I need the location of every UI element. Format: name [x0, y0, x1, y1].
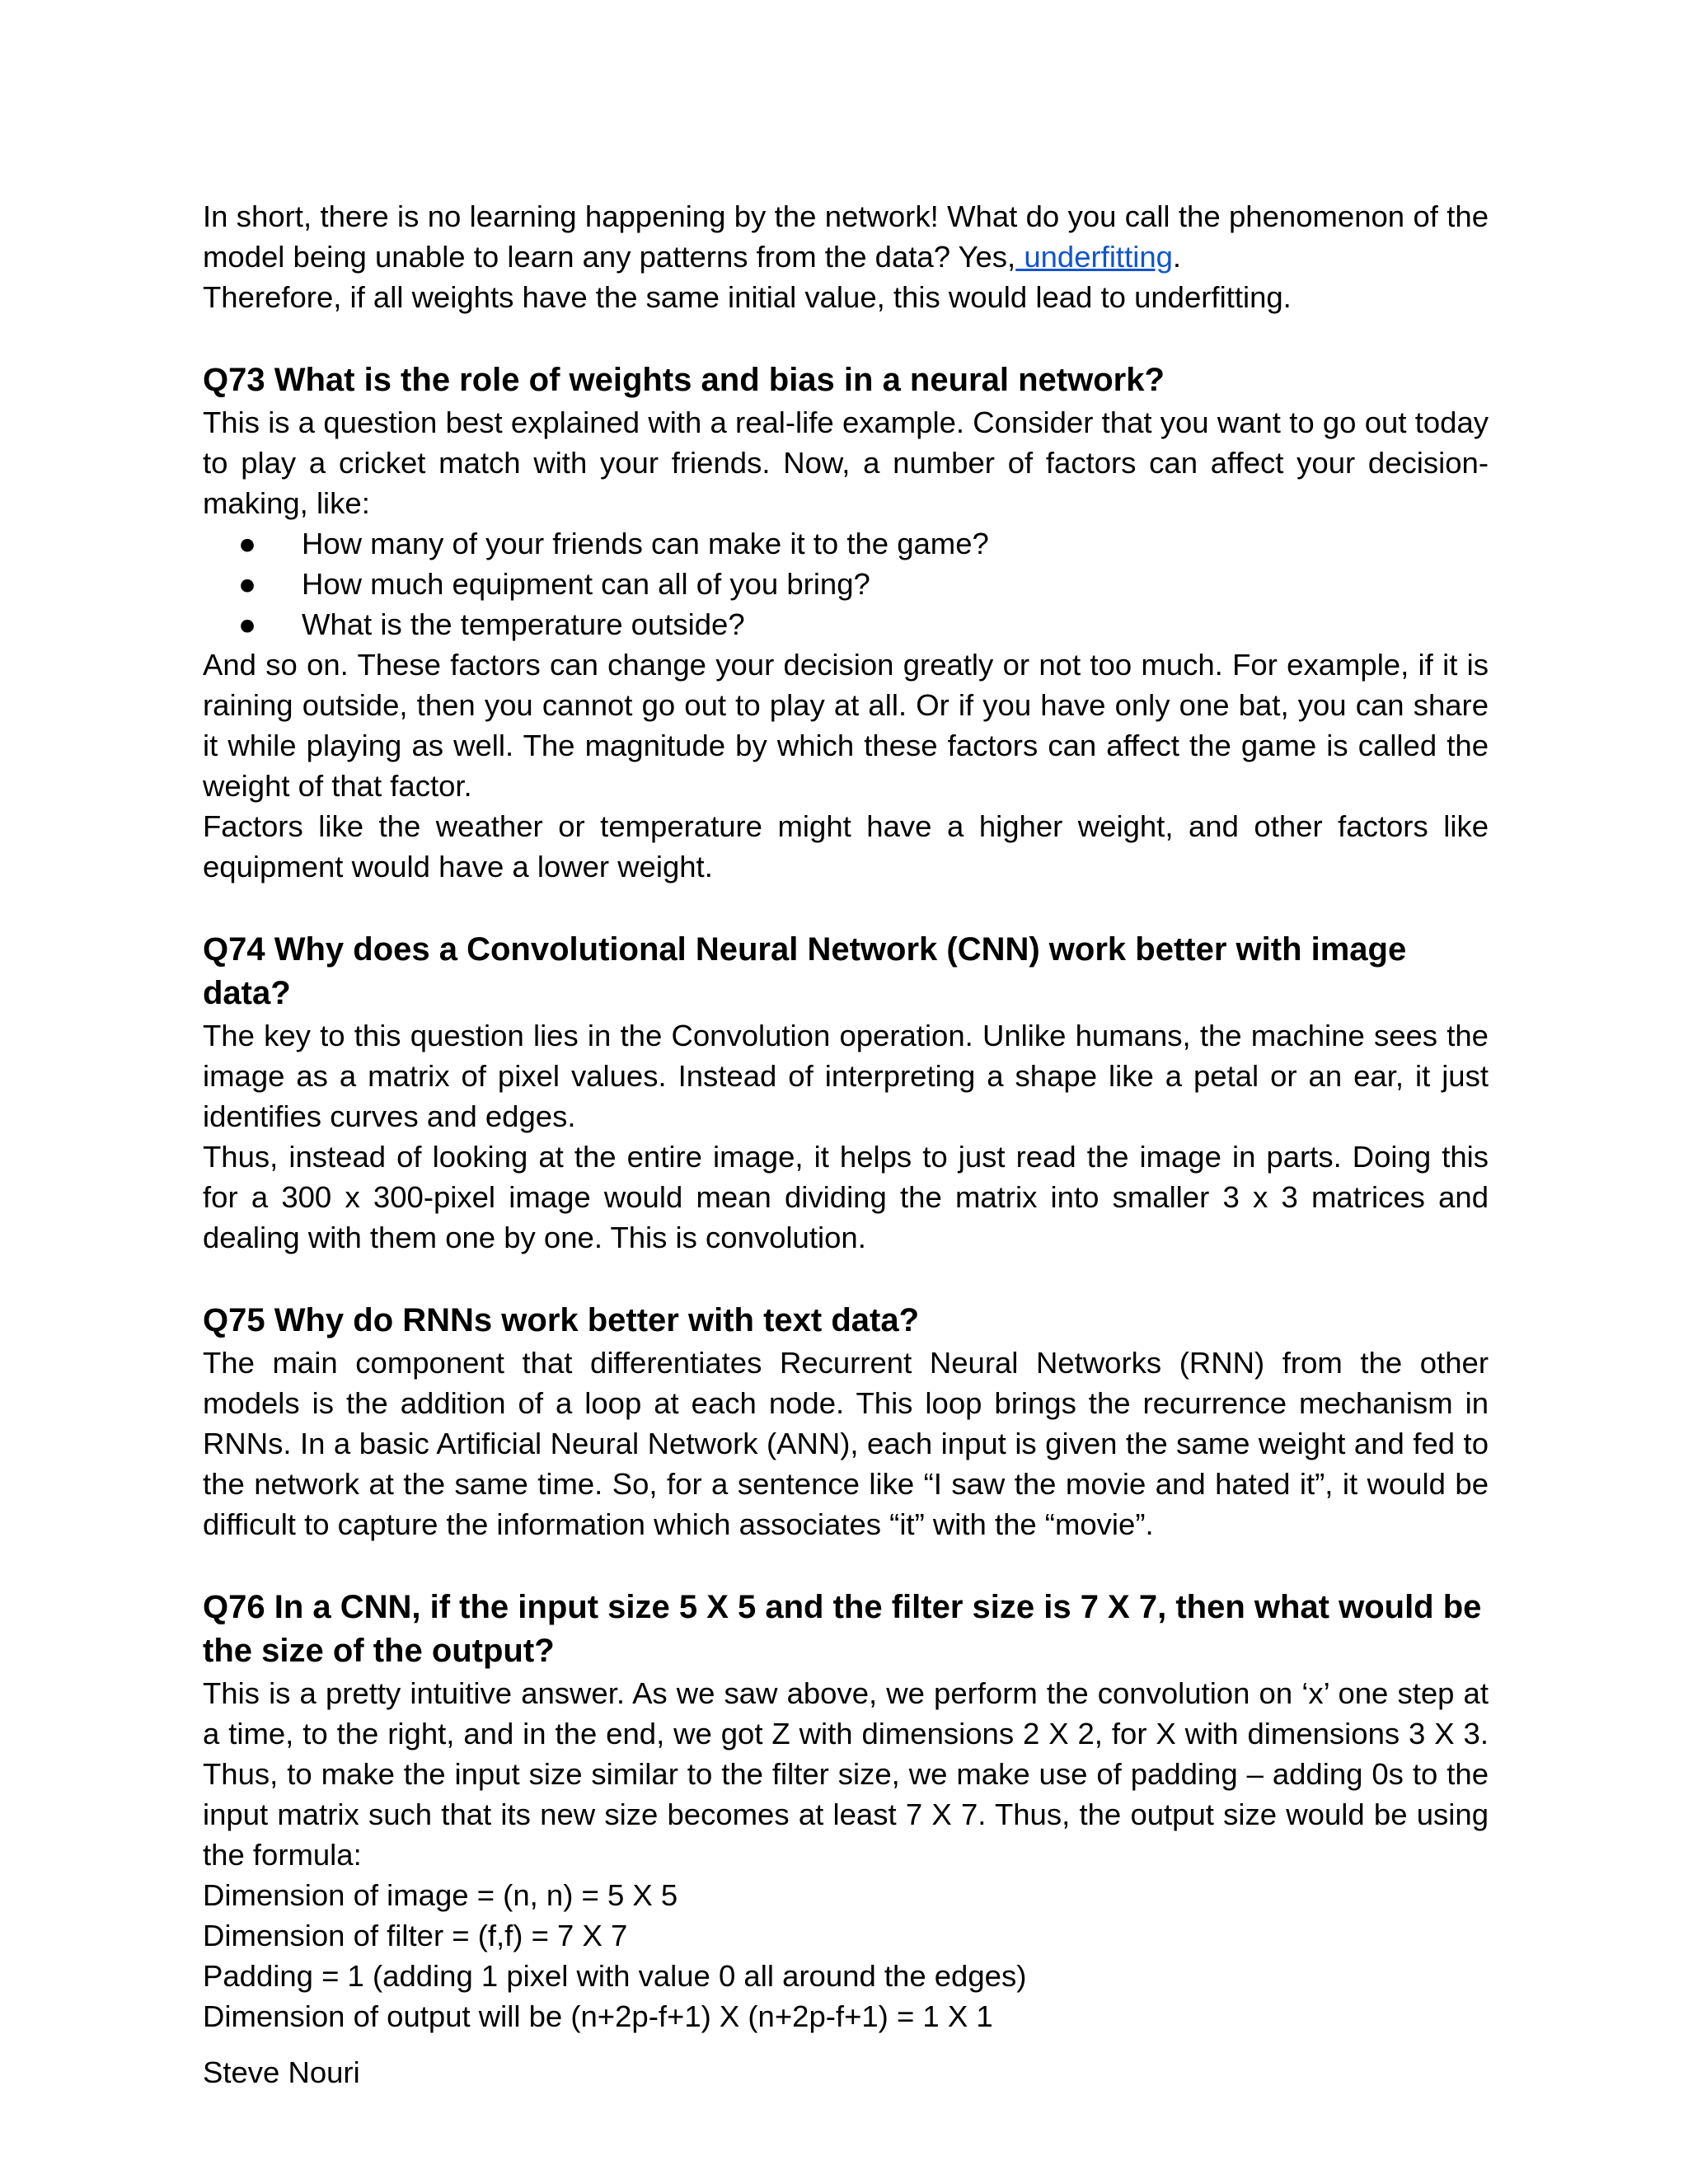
page-footer: [203, 2052, 360, 2093]
q76-heading: Q76 In a CNN, if the input size 5 X 5 and the filter size is 7 X 7, then what would be the size of the output?: [203, 1589, 1482, 1669]
q76-paragraph-1: This is a pretty intuitive answer. As we saw above, we perform the convolution on ‘x’ one step at a time, to the right, and in the end, we got Z with dimensions 2 X 2, for X with dimensions 3 X 3. Thus, to make the input size similar to the filter size, we make use of padding – adding 0s to the input matrix such that its new size becomes at least 7 X 7. Thus, the output size would be using the formula:: [203, 1676, 1489, 1872]
underfitting-link[interactable]: underfitting: [1015, 240, 1173, 274]
intro-paragraph: [203, 196, 1489, 277]
bullet-icon: ●: [238, 567, 257, 601]
q73-paragraph-2: And so on. These factors can change your decision greatly or not too much. For example, if it is raining outside, then you cannot go out to play at all. Or if you have only one bat, you can share it while playing as well. The magnitude by which these factors can affect the game is called the weight of that factor.: [203, 648, 1489, 803]
q74-paragraph-2: Thus, instead of looking at the entire image, it helps to just read the image in parts. Doing this for a 300 x 300-pixel image would mean dividing the matrix into smaller 3 x 3 matrices and dealing with them one by one. This is convolution.: [203, 1140, 1489, 1254]
intro-after-link: .: [1172, 240, 1182, 274]
list-item: [203, 564, 1489, 604]
formula-line-filter: Dimension of filter = (f,f) = 7 X 7: [203, 1919, 628, 1952]
q73-heading: Q73 What is the role of weights and bias in a neural network?: [203, 362, 1165, 398]
q75-paragraph-1: The main component that differentiates Recurrent Neural Networks (RNN) from the other models is the addition of a loop at each node. This loop brings the recurrence mechanism in RNNs. In a basic Artificial Neural Network (ANN), each input is given the same weight and fed to the network at the same time. So, for a sentence like “I saw the movie and hated it”, it would be difficult to capture the information which associates “it” with the “movie”.: [203, 1346, 1489, 1541]
bullet-text: How many of your friends can make it to the game?: [302, 527, 989, 560]
list-item: [203, 604, 1489, 644]
formula-line-output: Dimension of output will be (n+2p-f+1) X (n+2p-f+1) = 1 X 1: [203, 1999, 993, 2033]
bullet-icon: ●: [238, 527, 257, 560]
bullet-icon: ●: [238, 607, 257, 641]
list-item: [203, 523, 1489, 564]
q74-paragraph-1: The key to this question lies in the Convolution operation. Unlike humans, the machine sees the image as a matrix of pixel values. Instead of interpreting a shape like a petal or an ear, it just identifies curves and edges.: [203, 1019, 1489, 1133]
intro-conclusion: Therefore, if all weights have the same initial value, this would lead to underfitting.: [203, 280, 1292, 314]
footer-author: Steve Nouri: [203, 2055, 360, 2089]
q73-paragraph-3: Factors like the weather or temperature might have a higher weight, and other factors like equipment would have a lower weight.: [203, 809, 1489, 883]
q73-bullet-list: [203, 523, 1489, 644]
q75-heading: Q75 Why do RNNs work better with text data?: [203, 1302, 920, 1338]
formula-line-padding: Padding = 1 (adding 1 pixel with value 0 all around the edges): [203, 1959, 1027, 1993]
q73-paragraph-1: This is a question best explained with a real-life example. Consider that you want to go out today to play a cricket match with your friends. Now, a number of factors can affect your decision-making, like:: [203, 405, 1489, 520]
page-content: [203, 196, 1489, 2036]
bullet-text: How much equipment can all of you bring?: [302, 567, 870, 601]
bullet-text: What is the temperature outside?: [302, 607, 745, 641]
formula-line-image: Dimension of image = (n, n) = 5 X 5: [203, 1878, 678, 1912]
intro-text: In short, there is no learning happening by the network! What do you call the phenomenon of the model being unable to learn any patterns from the data? Yes,: [203, 199, 1489, 274]
q74-heading: Q74 Why does a Convolutional Neural Network (CNN) work better with image data?: [203, 931, 1407, 1011]
